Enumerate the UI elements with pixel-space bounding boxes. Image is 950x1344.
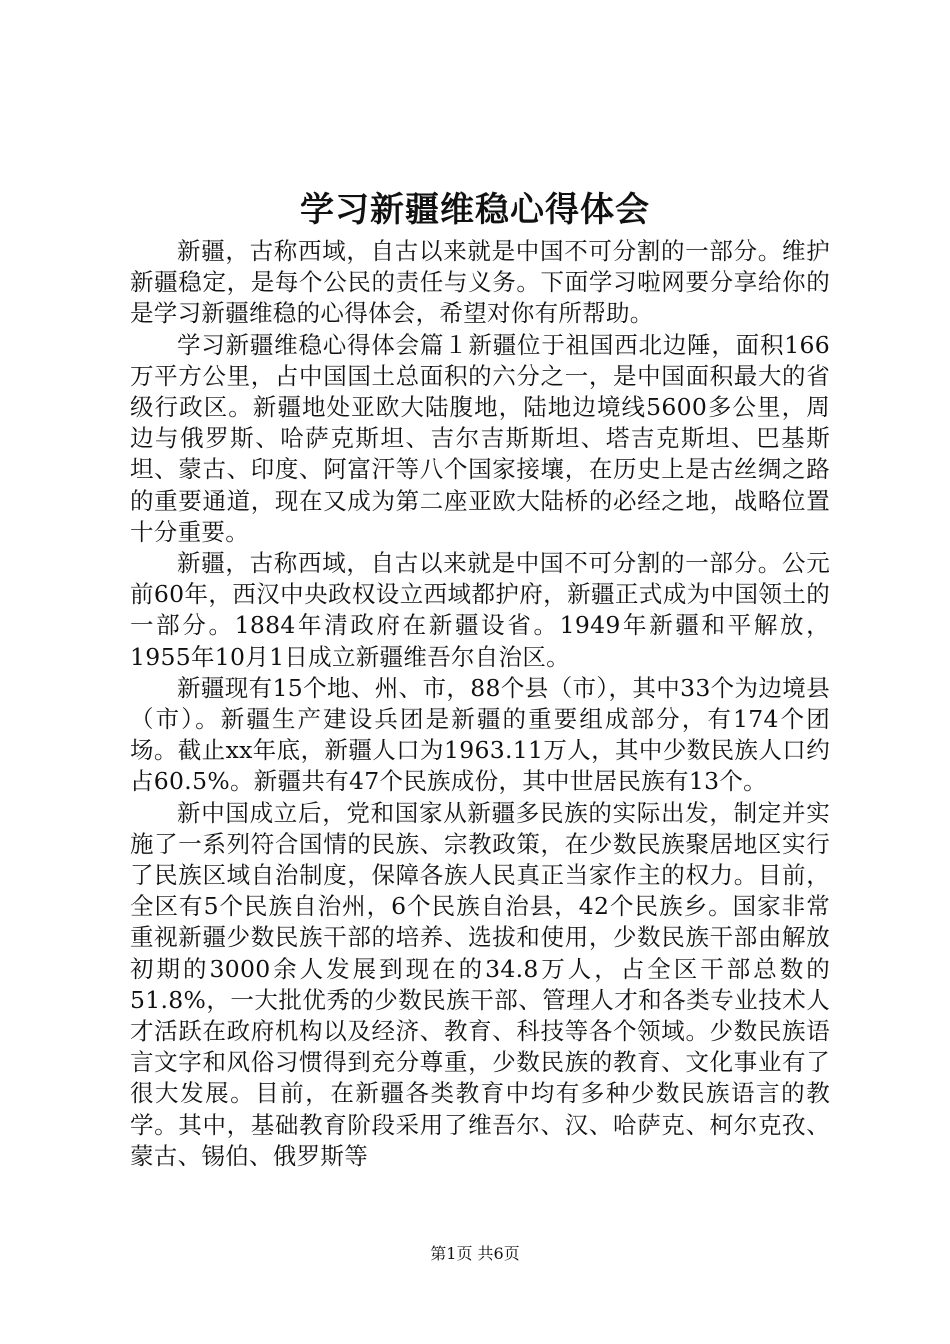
paragraph: 新疆，古称西域，自古以来就是中国不可分割的一部分。维护新疆稳定，是每个公民的责任与义务。下面学习啦网要分享给你的是学习新疆维稳的心得体会，希望对你有所帮助。 bbox=[130, 237, 830, 328]
paragraph: 新疆现有15个地、州、市，88个县（市），其中33个为边境县（市）。新疆生产建设兵团是新疆的重要组成部分，有174个团场。截止xx年底，新疆人口为1963.11万人，其中少数民族人口约占60.5%。新疆共有47个民族成份，其中世居民族有13个。 bbox=[130, 673, 830, 796]
paragraph: 新中国成立后，党和国家从新疆多民族的实际出发，制定并实施了一系列符合国情的民族、宗教政策，在少数民族聚居地区实行了民族区域自治制度，保障各族人民真正当家作主的权力。目前，全区有5个民族自治州，6个民族自治县，42个民族乡。国家非常重视新疆少数民族干部的培养、选拔和使用，少数民族干部由解放初期的3000余人发展到现在的34.8万人，占全区干部总数的51.8%，一大批优秀的少数民族干部、管理人才和各类专业技术人才活跃在政府机构以及经济、教育、科技等各个领域。少数民族语言文字和风俗习惯得到充分尊重，少数民族的教育、文化事业有了很大发展。目前，在新疆各类教育中均有多种少数民族语言的教学。其中，基础教育阶段采用了维吾尔、汉、哈萨克、柯尔克孜、蒙古、锡伯、俄罗斯等 bbox=[130, 798, 830, 1170]
paragraph: 学习新疆维稳心得体会篇１新疆位于祖国西北边陲，面积166万平方公里，占中国国土总面积的六分之一，是中国面积最大的省级行政区。新疆地处亚欧大陆腹地，陆地边境线5600多公里，周边与俄罗斯、哈萨克斯坦、吉尔吉斯斯坦、塔吉克斯坦、巴基斯坦、蒙古、印度、阿富汗等八个国家接壤，在历史上是古丝绸之路的重要通道，现在又成为第二座亚欧大陆桥的必经之地，战略位置十分重要。 bbox=[130, 330, 830, 546]
document-body bbox=[130, 236, 830, 1172]
page-footer: 第1页 共6页 bbox=[430, 1244, 520, 1263]
document-title: 学习新疆维稳心得体会 bbox=[300, 190, 650, 230]
paragraph: 新疆，古称西域，自古以来就是中国不可分割的一部分。公元前60年，西汉中央政权设立西域都护府，新疆正式成为中国领土的一部分。1884年清政府在新疆设省。1949年新疆和平解放，1955年10月1日成立新疆维吾尔自治区。 bbox=[130, 549, 830, 671]
